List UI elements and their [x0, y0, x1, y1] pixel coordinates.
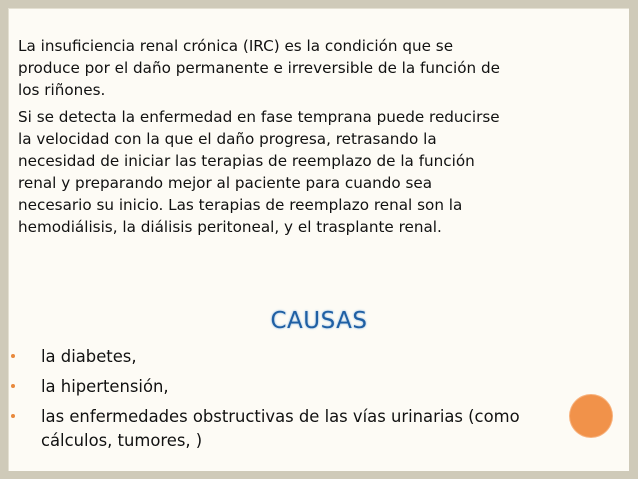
- frame-left-border: [0, 0, 8, 479]
- frame-top-border: [0, 0, 638, 8]
- text-line: produce por el daño permanente e irreversible de la función de: [18, 59, 500, 77]
- list-item: [8, 375, 608, 399]
- text-line: Si se detecta la enfermedad en fase temprana puede reducirse: [18, 108, 500, 126]
- list-item-text: la hipertensión,: [41, 377, 169, 396]
- list-item-text: cálculos, tumores, ): [41, 431, 203, 450]
- intro-paragraph-2: [18, 106, 628, 238]
- list-item-text: las enfermedades obstructivas de las vías urinarias (como: [41, 407, 520, 426]
- list-item: [8, 405, 608, 453]
- text-line: necesidad de iniciar las terapias de reemplazo de la función: [18, 152, 475, 170]
- text-line: renal y preparando mejor al paciente para cuando sea: [18, 174, 433, 192]
- text-line: los riñones.: [18, 81, 106, 99]
- intro-text: [18, 35, 628, 238]
- bullet-icon: [11, 354, 15, 358]
- causes-heading: CAUSAS: [270, 308, 368, 334]
- bullet-icon: [11, 414, 15, 418]
- bullet-icon: [11, 384, 15, 388]
- list-item-text: la diabetes,: [41, 347, 137, 366]
- list-item: [8, 345, 608, 369]
- text-line: La insuficiencia renal crónica (IRC) es la condición que se: [18, 37, 454, 55]
- intro-paragraph-1: [18, 35, 628, 101]
- text-line: necesario su inicio. Las terapias de reemplazo renal son la: [18, 196, 463, 214]
- frame-right-border: [629, 0, 638, 479]
- text-line: la velocidad con la que el daño progresa, retrasando la: [18, 130, 437, 148]
- frame-bottom-border: [0, 471, 638, 479]
- text-line: hemodiálisis, la diálisis peritoneal, y el trasplante renal.: [18, 218, 442, 236]
- causes-list: [8, 345, 608, 459]
